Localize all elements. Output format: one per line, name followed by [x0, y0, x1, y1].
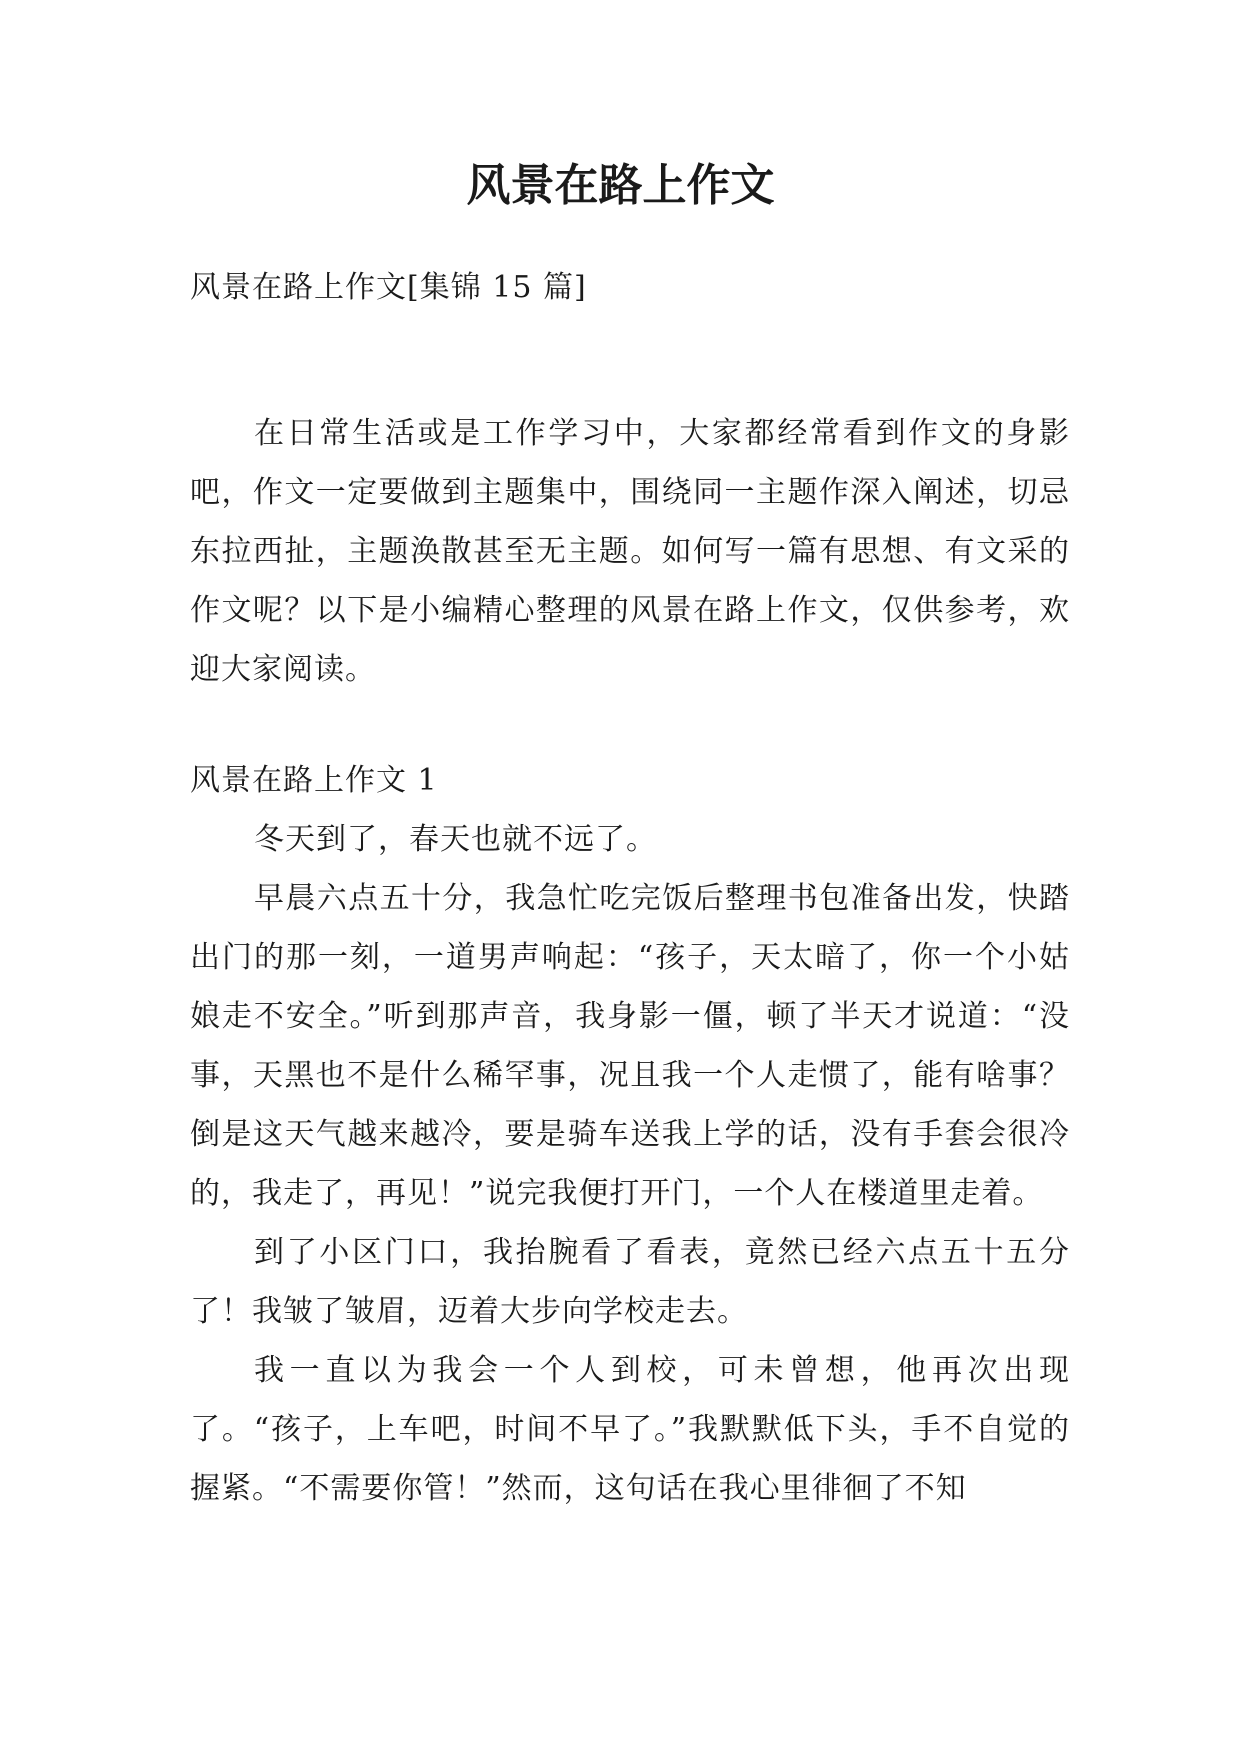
essay-body — [190, 810, 1070, 1518]
section-heading: 风景在路上作文 1 — [190, 763, 438, 798]
essay-paragraph: 我一直以为我会一个人到校，可未曾想，他再次出现了。“孩子，上车吧，时间不早了。”我默默低下头，手不自觉的握紧。“不需要你管！”然而，这句话在我心里徘徊了不知 — [190, 1353, 1070, 1506]
essay-paragraph: 冬天到了，春天也就不远了。 — [254, 822, 657, 857]
document-title: 风景在路上作文 — [466, 160, 775, 211]
intro-paragraph: 在日常生活或是工作学习中，大家都经常看到作文的身影吧，作文一定要做到主题集中，围绕同一主题作深入阐述，切忌东拉西扯，主题涣散甚至无主题。如何写一篇有思想、有文采的作文呢？以下是小编精心整理的风景在路上作文，仅供参考，欢迎大家阅读。 — [190, 416, 1070, 687]
document-subtitle: 风景在路上作文[集锦 15 篇] — [190, 270, 587, 305]
essay-paragraph: 早晨六点五十分，我急忙吃完饭后整理书包准备出发，快踏出门的那一刻，一道男声响起：“孩子，天太暗了，你一个小姑娘走不安全。”听到那声音，我身影一僵，顿了半天才说道：“没事，天黑也不是什么稀罕事，况且我一个人走惯了，能有啥事？倒是这天气越来越冷，要是骑车送我上学的话，没有手套会很冷的，我走了，再见！”说完我便打开门，一个人在楼道里走着。 — [190, 881, 1070, 1211]
essay-paragraph: 到了小区门口，我抬腕看了看表，竟然已经六点五十五分了！我皱了皱眉，迈着大步向学校走去。 — [190, 1235, 1070, 1329]
